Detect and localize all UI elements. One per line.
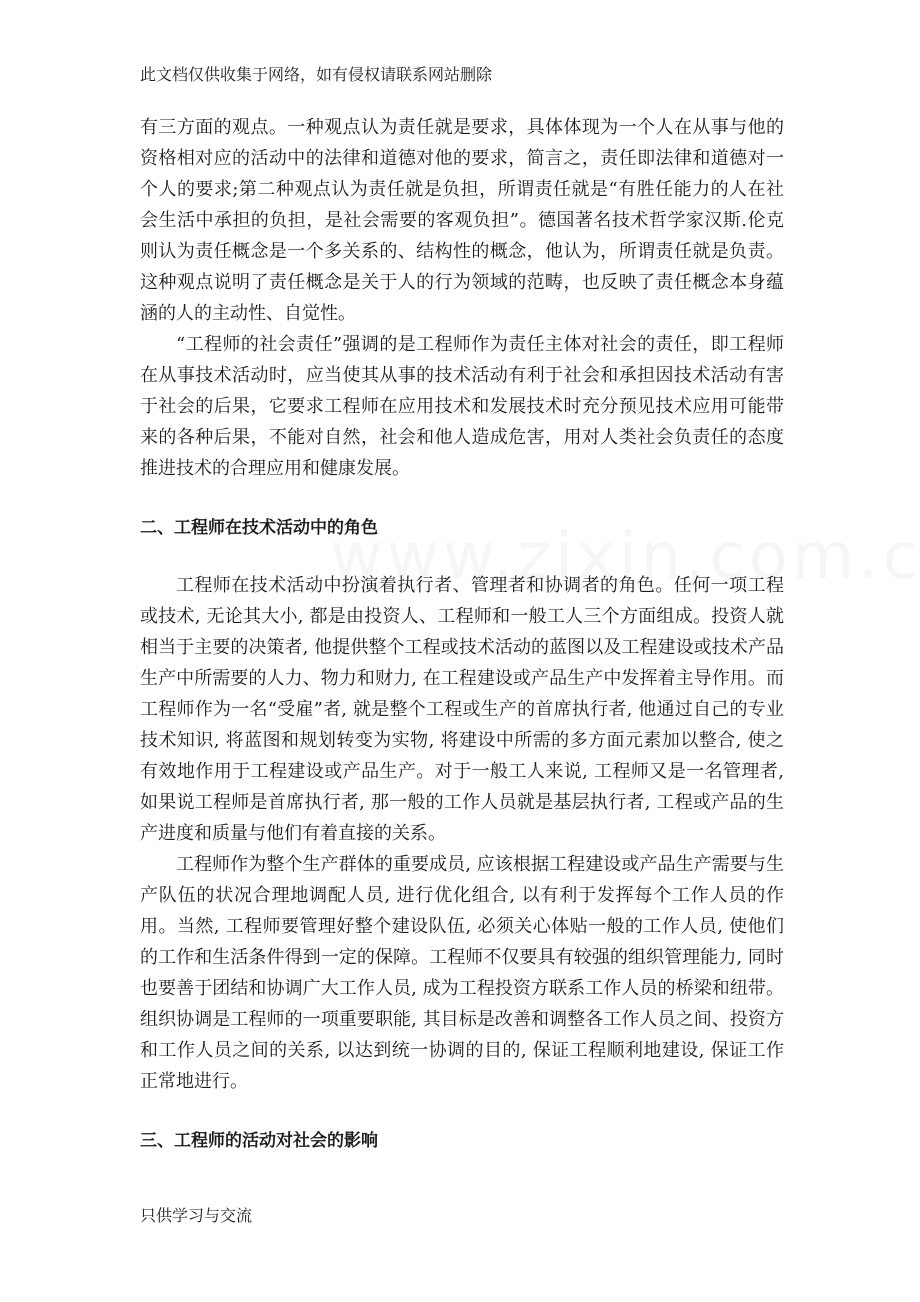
page-header: 此文档仅供收集于网络，如有侵权请联系网站删除 (140, 65, 493, 84)
document-body (140, 112, 784, 1153)
paragraph-social-responsibility: “工程师的社会责任”强调的是工程师作为责任主体对社会的责任，即工程师在从事技术活动时，应当使其从事的技术活动有利于社会和承担因技术活动有害于社会的后果，它要求工程师在应用技术和发展技术时充分预见技术应用可能带来的各种后果，不能对自然，社会和他人造成危害，用对人类社会负责任的态度推进技术的合理应用和健康发展。 (140, 334, 784, 479)
paragraph-roles-1: 工程师在技术活动中扮演着执行者、管理者和协调者的角色。任何一项工程或技术, 无论其大小, 都是由投资人、工程师和一般工人三个方面组成。投资人就相当于主要的决策者, 他提供整个工程或技术活动的蓝图以及工程建设或技术产品生产中所需要的人力、物力和财力, 在工程建设或产品生产中发挥着主导作用。而工程师作为一名“受雇”者, 就是整个工程或生产的首席执行者, 他通过自己的专业技术知识, 将蓝图和规划转变为实物, 将建设中所需的多方面元素加以整合, 使之有效地作用于工程建设或产品生产。对于一般工人来说, 工程师又是一名管理者, 如果说工程师是首席执行者, 那一般的工作人员就是基层执行者, 工程或产品的生产进度和质量与他们有着直接的关系。 (140, 575, 784, 844)
paragraph-continuation: 有三方面的观点。一种观点认为责任就是要求，具体体现为一个人在从事与他的资格相对应的活动中的法律和道德对他的要求，简言之，责任即法律和道德对一个人的要求;第二种观点认为责任就是负担，所谓责任就是“有胜任能力的人在社会生活中承担的负担，是社会需要的客观负担”。德国著名技术哲学家汉斯.伦克则认为责任概念是一个多关系的、结构性的概念，他认为，所谓责任就是负责。这种观点说明了责任概念是关于人的行为领域的范畴，也反映了责任概念本身蕴涵的人的主动性、自觉性。 (140, 117, 784, 324)
section-heading-roles: 二、工程师在技术活动中的角色 (140, 518, 378, 538)
paragraph-roles-2: 工程师作为整个生产群体的重要成员, 应该根据工程建设或产品生产需要与生产队伍的状况合理地调配人员, 进行优化组合, 以有利于发挥每个工作人员的作用。当然, 工程师要管理好整个建设队伍, 必须关心体贴一般的工作人员, 使他们的工作和生活条件得到一定的保障。工程师不仅要具有较强的组织管理能力, 同时也要善于团结和协调广大工作人员, 成为工程投资方联系工作人员的桥梁和纽带。组织协调是工程师的一项重要职能, 其目标是改善和调整各工作人员之间、投资方和工作人员之间的关系, 以达到统一协调的目的, 保证工程顺利地建设, 保证工作正常地进行。 (140, 854, 784, 1092)
section-heading-impact: 三、工程师的活动对社会的影响 (140, 1131, 378, 1151)
page-footer: 只供学习与交流 (140, 1206, 253, 1225)
